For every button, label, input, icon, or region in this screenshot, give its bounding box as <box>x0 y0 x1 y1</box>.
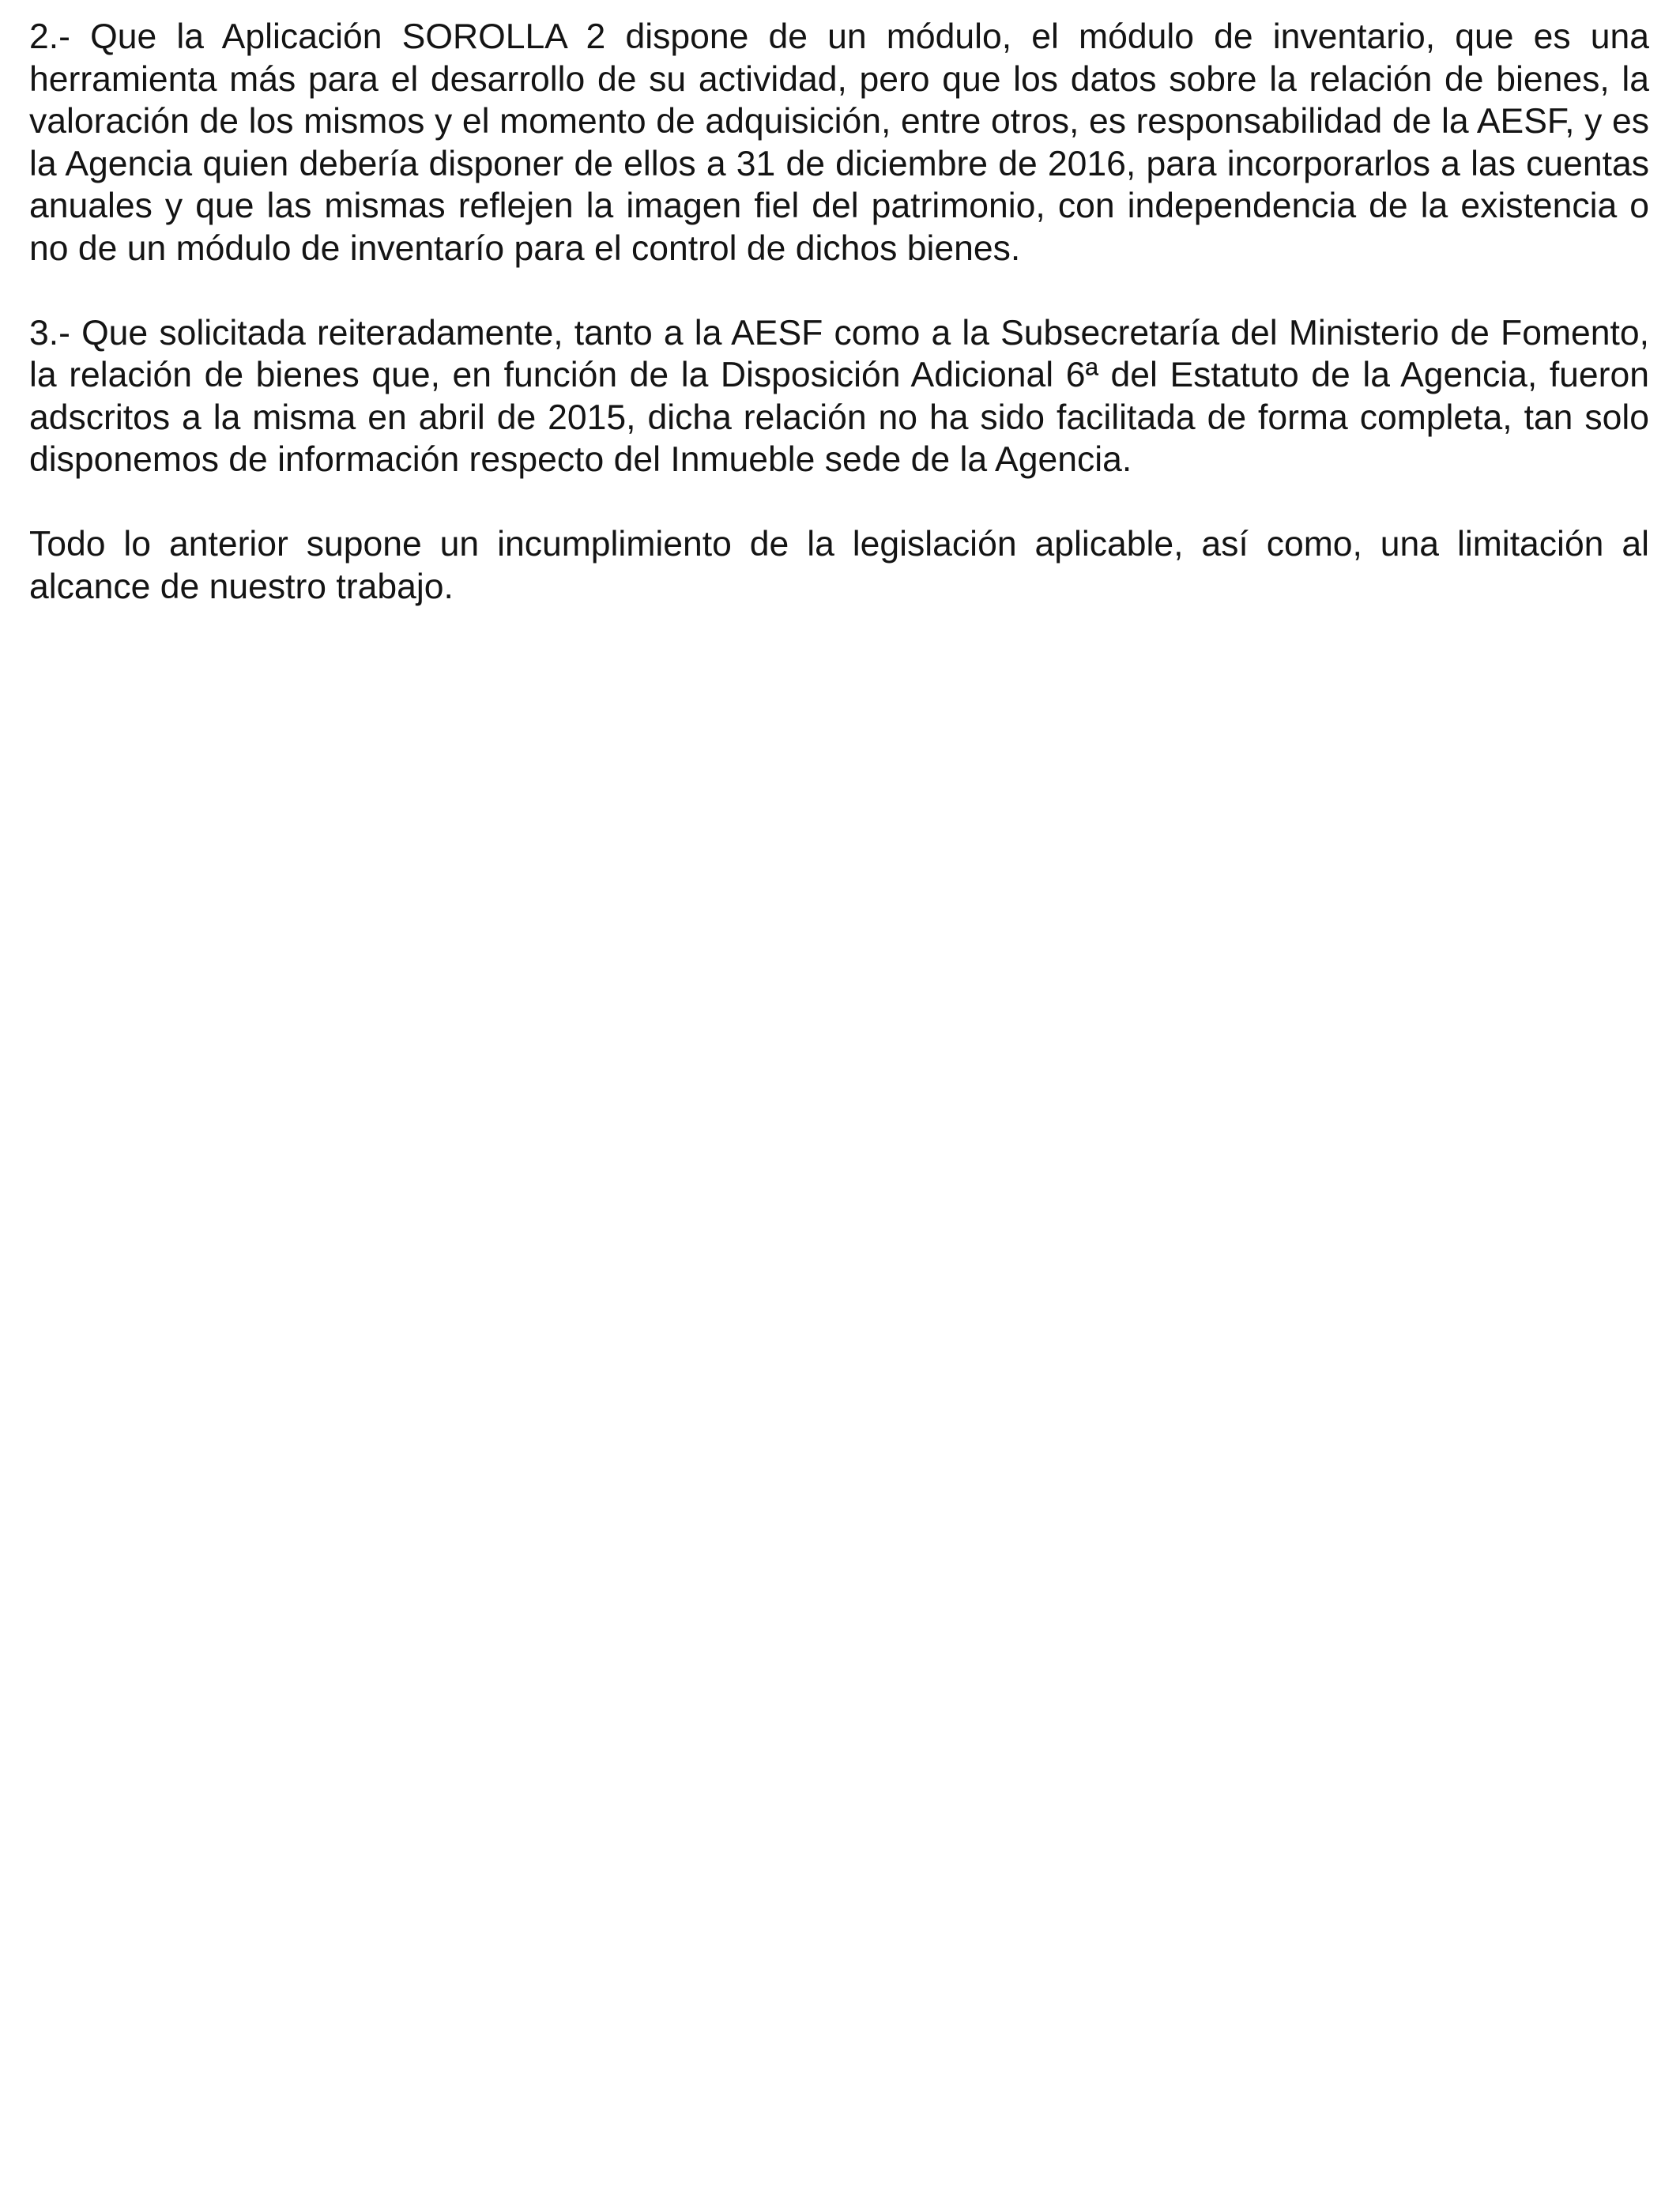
paragraph-conclusion: Todo lo anterior supone un incumplimiento de la legislación aplicable, así como, una limitación al alcance de nuestro trabajo. <box>29 525 1649 606</box>
paragraph-2: 2.- Que la Aplicación SOROLLA 2 dispone de un módulo, el módulo de inventario, que es una herramienta más para el desarrollo de su actividad, pero que los datos sobre la relación de bienes, la valoración de los mismos y el momento de adquisición, entre otros, es responsabilidad de la AESF, y es la Agencia quien debería disponer de ellos a 31 de diciembre de 2016, para incorporarlos a las cuentas anuales y que las mismas reflejen la imagen fiel del patrimonio, con independencia de la existencia o no de un módulo de inventarío para el control de dichos bienes. <box>29 17 1649 268</box>
paragraph-3: 3.- Que solicitada reiteradamente, tanto a la AESF como a la Subsecretaría del Ministerio de Fomento, la relación de bienes que, en función de la Disposición Adicional 6ª del Estatuto de la Agencia, fueron adscritos a la misma en abril de 2015, dicha relación no ha sido facilitada de forma completa, tan solo disponemos de información respecto del Inmueble sede de la Agencia. <box>29 313 1649 479</box>
document-body <box>29 16 1649 608</box>
